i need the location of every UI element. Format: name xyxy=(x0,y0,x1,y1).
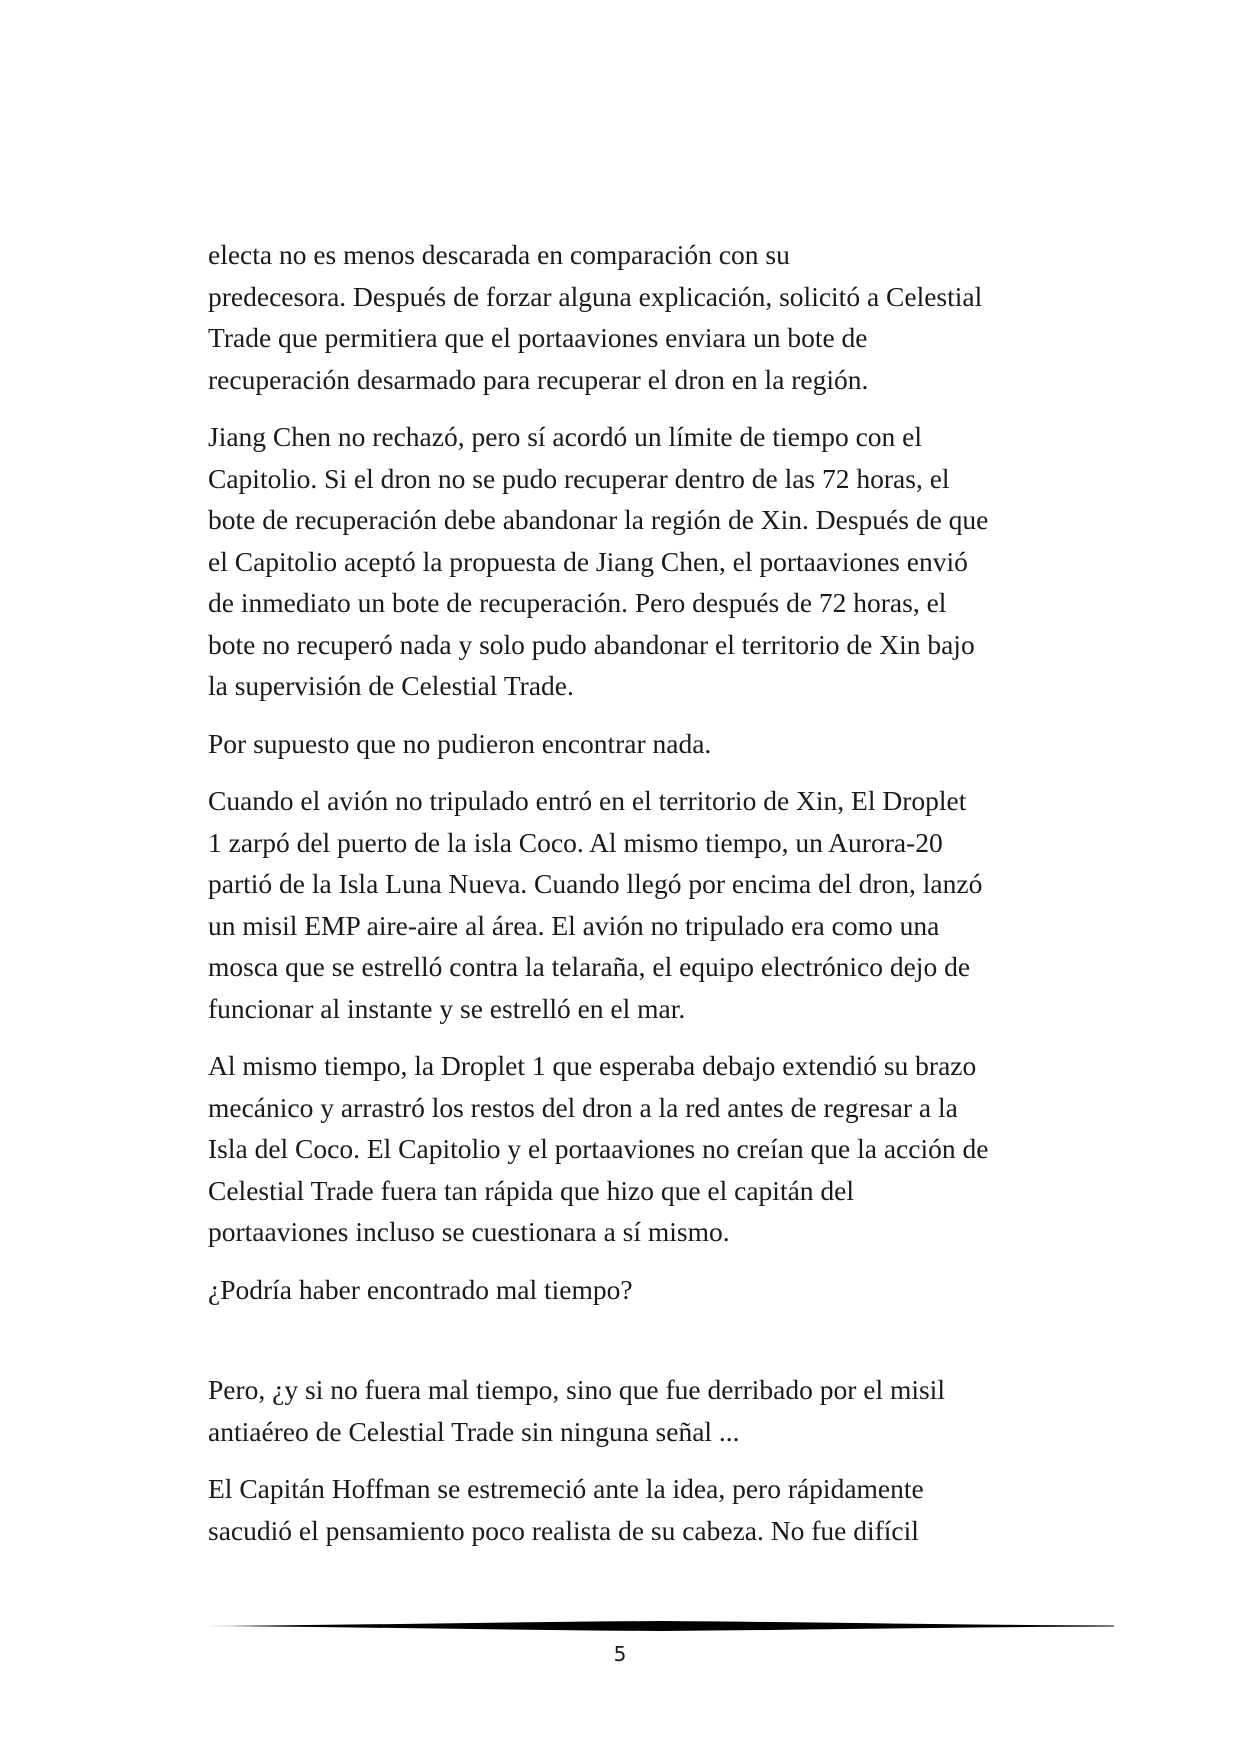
text-line: sacudió el pensamiento poco realista de su cabeza. No fue difícil xyxy=(208,1514,919,1546)
blank-space xyxy=(208,1326,1078,1369)
paragraph-3 xyxy=(208,723,1078,765)
text-line: Por supuesto que no pudieron encontrar nada. xyxy=(208,727,712,759)
paragraph-6 xyxy=(208,1269,1078,1311)
text-line: la supervisión de Celestial Trade. xyxy=(208,670,574,701)
footer-divider xyxy=(208,1620,1114,1632)
paragraph-2 xyxy=(208,416,1078,707)
paragraph-4 xyxy=(208,780,1078,1029)
text-line: El Capitán Hoffman se estremeció ante la idea, pero rápidamente xyxy=(208,1473,924,1504)
text-line: partió de la Isla Luna Nueva. Cuando llegó por encima del dron, lanzó xyxy=(208,868,983,899)
text-line: ¿Podría haber encontrado mal tiempo? xyxy=(208,1273,633,1305)
text-line: el Capitolio aceptó la propuesta de Jiang Chen, el portaaviones envió xyxy=(208,545,968,577)
text-line: Jiang Chen no rechazó, pero sí acordó un límite de tiempo con el xyxy=(208,421,923,452)
text-line: Cuando el avión no tripulado entró en el territorio de Xin, El Droplet xyxy=(208,785,967,816)
text-line: Pero, ¿y si no fuera mal tiempo, sino que fue derribado por el misil xyxy=(208,1374,945,1405)
paragraph-1 xyxy=(208,234,1078,400)
text-line: funcionar al instante y se estrelló en el mar. xyxy=(208,992,686,1024)
text-line: portaaviones incluso se cuestionara a sí mismo. xyxy=(208,1216,730,1247)
text-line: Isla del Coco. El Capitolio y el portaaviones no creían que la acción de xyxy=(208,1133,989,1164)
text-line: 1 zarpó del puerto de la isla Coco. Al mismo tiempo, un Aurora-20 xyxy=(208,826,943,858)
text-line: Al mismo tiempo, la Droplet 1 que esperaba debajo extendió su brazo xyxy=(208,1050,977,1081)
text-line: Capitolio. Si el dron no se pudo recuperar dentro de las 72 horas, el xyxy=(208,462,950,494)
text-line: bote de recuperación debe abandonar la región de Xin. Después de que xyxy=(208,504,989,535)
text-line: mosca que se estrelló contra la telaraña, el equipo electrónico dejo de xyxy=(208,951,971,982)
text-line: antiaéreo de Celestial Trade sin ninguna señal ... xyxy=(208,1415,740,1447)
paragraph-8 xyxy=(208,1468,1078,1551)
text-line: Trade que permitiera que el portaaviones enviara un bote de xyxy=(208,322,868,353)
text-line: un misil EMP aire-aire al área. El avión no tripulado era como una xyxy=(208,909,940,941)
text-line: mecánico y arrastró los restos del dron a la red antes de regresar a la xyxy=(208,1091,958,1123)
text-line: bote no recuperó nada y solo pudo abandonar el territorio de Xin bajo xyxy=(208,628,975,660)
page-number: 5 xyxy=(613,1642,627,1666)
text-line: predecesora. Después de forzar alguna explicación, solicitó a Celestial xyxy=(208,280,983,312)
body-text xyxy=(208,234,1078,1567)
text-line: de inmediato un bote de recuperación. Pero después de 72 horas, el xyxy=(208,587,947,618)
text-line: recuperación desarmado para recuperar el dron en la región. xyxy=(208,363,869,395)
paragraph-7 xyxy=(208,1369,1078,1452)
paragraph-5 xyxy=(208,1045,1078,1253)
text-line: electa no es menos descarada en comparación con su xyxy=(208,239,790,270)
text-line: Celestial Trade fuera tan rápida que hizo que el capitán del xyxy=(208,1174,855,1206)
